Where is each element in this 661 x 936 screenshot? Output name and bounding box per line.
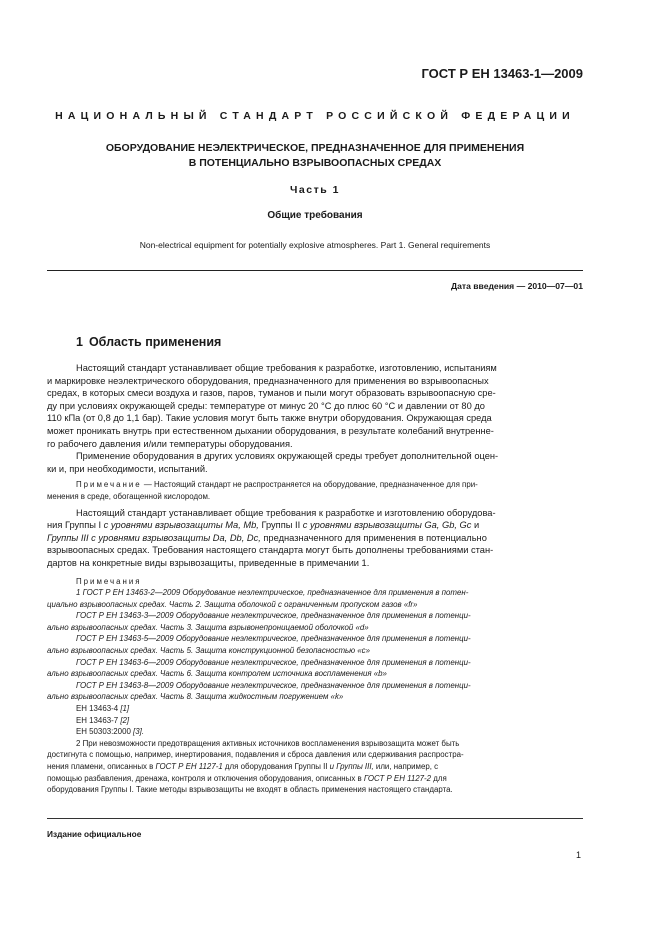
national-standard-heading: НАЦИОНАЛЬНЫЙ СТАНДАРТ РОССИЙСКОЙ ФЕДЕРАЦИИ: [55, 110, 575, 122]
notes-block: [47, 576, 583, 796]
header-divider: [47, 270, 583, 271]
section-body: [47, 362, 583, 796]
note-label: Примечание: [76, 480, 142, 490]
part-label: Часть 1: [290, 184, 340, 196]
note-line: ально взрывоопасных средах. Часть 6. Защита контролем источника воспламенения «b»: [47, 669, 387, 679]
note-line: [76, 479, 583, 491]
italic-span: ГОСТ Р ЕН 1127-2: [363, 773, 432, 783]
text-line: взрывоопасных средах. Требования настоящего стандарта могут быть дополнены требованиями стан-: [47, 545, 494, 556]
italic-span: и Группы III,: [329, 762, 374, 771]
text-span: Группы II: [258, 520, 303, 531]
english-title: Non-electrical equipment for potentially explosive atmospheres. Part 1. General requirements: [139, 240, 491, 250]
italic-span: с уровнями взрывозащиты Ga, Gb, Gc: [302, 520, 472, 531]
text-line: [47, 519, 583, 532]
note-line: ально взрывоопасных средах. Часть 5. Защита конструкционной безопасностью «c»: [47, 646, 371, 656]
note-line: [76, 703, 583, 715]
paragraph-groups: [47, 507, 583, 570]
document-title: [47, 141, 583, 171]
text-line: дартов на конкретные виды взрывозащиты, приведенные в примечании 1.: [47, 557, 370, 568]
text-line: Применение оборудования в других условиях окружающей среды требует дополнительной оцен-: [76, 451, 499, 462]
note-line: ально взрывоопасных средах. Часть 8. Защита жидкостным погружением «k»: [47, 692, 344, 702]
note-oxygen: [47, 479, 583, 502]
text-line: ки и, при необходимости, испытаний.: [47, 463, 208, 474]
text-span: и: [471, 520, 480, 531]
section-title: Область применения: [88, 335, 222, 349]
note-line: ГОСТ Р ЕН 13463-3—2009 Оборудование неэлектрическое, предназначенное для применения в потенци-: [76, 611, 471, 621]
note-line: достигнута с помощью, например, инертирования, подавления и сброса давления или сдерживания распростра-: [47, 750, 464, 760]
text-line: го рабочего давления и/или температуры оборудования.: [47, 438, 293, 449]
note-line: ГОСТ Р ЕН 13463-8—2009 Оборудование неэлектрическое, предназначенное для применения в потенци-: [76, 680, 471, 690]
note-line: [47, 761, 583, 773]
note-line: ГОСТ Р ЕН 13463-5—2009 Оборудование неэлектрическое, предназначенное для применения в потенци-: [76, 634, 471, 644]
text-span: помощью разбавления, дренажа, контроля и отключения оборудования, описанных в: [47, 773, 364, 783]
text-line: может проникать внутрь при естественном дыхании оборудования, в результате колебаний внутренне-: [47, 425, 494, 436]
note-line: [76, 715, 583, 727]
paragraph-other-conditions: [47, 450, 583, 475]
text-span: нения пламени, описанных в: [47, 762, 156, 771]
italic-span: Группы III с уровнями взрывозащиты Da, Db, Dc,: [47, 532, 261, 543]
reference-span: [2]: [120, 715, 130, 725]
text-line: 110 кПа (от 0,8 до 1,1 бар). Такие условия могут быть также внутри оборудования. Окружающая среда: [47, 413, 492, 424]
note-line: циально взрывоопасных средах. Часть 2. Защита оболочкой с ограниченным пропуском газов «fr»: [47, 599, 418, 609]
reference-span: [3].: [133, 727, 145, 737]
note-line: [76, 726, 583, 738]
text-span: ЕН 50303:2000: [76, 727, 134, 737]
document-subtitle: Общие требования: [267, 210, 363, 221]
page-number: 1: [575, 850, 581, 860]
section-number: 1: [76, 335, 83, 349]
text-span: для: [431, 773, 447, 783]
note-line: 1 ГОСТ Р ЕН 13463-2—2009 Оборудование неэлектрическое, предназначенное для применения в потен-: [76, 588, 469, 598]
text-line: средах, в которых смеси воздуха и газов, паров, туманов и пыли могут образовать взрывоопасную сре-: [47, 388, 496, 399]
text-line: и маркировке неэлектрического оборудования, предназначенного для применения во взрывоопасных: [47, 375, 489, 386]
title-line-2: В ПОТЕНЦИАЛЬНО ВЗРЫВООПАСНЫХ СРЕДАХ: [188, 157, 442, 169]
note-line: ально взрывоопасных средах. Часть 3. Защита взрывонепроницаемой оболочкой «d»: [47, 622, 369, 632]
text-span: ния Группы I: [47, 520, 104, 531]
text-line: Настоящий стандарт устанавливает общие требования к разработке и изготовлению оборудова-: [76, 507, 496, 518]
text-span: предназначенного для применения в потенциально: [260, 532, 487, 543]
text-line: [47, 532, 583, 545]
italic-span: с уровнями взрывозащиты Ma, Mb,: [103, 520, 259, 531]
introduction-date: Дата введения — 2010—07—01: [450, 281, 583, 291]
note-line: 2 При невозможности предотвращения активных источников воспламенения взрывозащита может быть: [76, 738, 460, 748]
edition-label: Издание официальное: [47, 829, 142, 839]
paragraph-scope: [47, 362, 583, 450]
italic-span: ГОСТ Р ЕН 1127-1: [155, 762, 223, 771]
note-line: оборудования Группы I. Такие методы взрывозащиты не входят в область применения настоящего стандарта.: [47, 785, 453, 795]
footer-divider: [47, 818, 583, 819]
text-span: ЕН 13463-4: [76, 704, 121, 714]
section-heading: [76, 335, 221, 349]
text-span: или, например, с: [373, 762, 439, 771]
note-line: [47, 773, 583, 785]
note-line: менения в среде, обогащенной кислородом.: [47, 491, 211, 501]
reference-span: [1]: [120, 704, 130, 714]
document-code: ГОСТ Р ЕН 13463-1—2009: [421, 66, 583, 81]
text-span: для оборудования Группы II: [222, 762, 330, 771]
text-line: Настоящий стандарт устанавливает общие требования к разработке, изготовлению, испытаниям: [76, 363, 497, 373]
notes-label: Примечания: [76, 576, 142, 586]
note-line: ГОСТ Р ЕН 13463-6—2009 Оборудование неэлектрическое, предназначенное для применения в потенци-: [76, 657, 471, 667]
note-text: — Настоящий стандарт не распространяется на оборудование, предназначенное для при-: [141, 480, 478, 490]
text-line: ду при условиях окружающей среды: температуре от минус 20 °C до плюс 60 °C и давлении от 80 до: [47, 400, 485, 411]
text-span: ЕН 13463-7: [76, 715, 121, 725]
title-line-1: ОБОРУДОВАНИЕ НЕЭЛЕКТРИЧЕСКОЕ, ПРЕДНАЗНАЧЕННОЕ ДЛЯ ПРИМЕНЕНИЯ: [105, 142, 525, 154]
